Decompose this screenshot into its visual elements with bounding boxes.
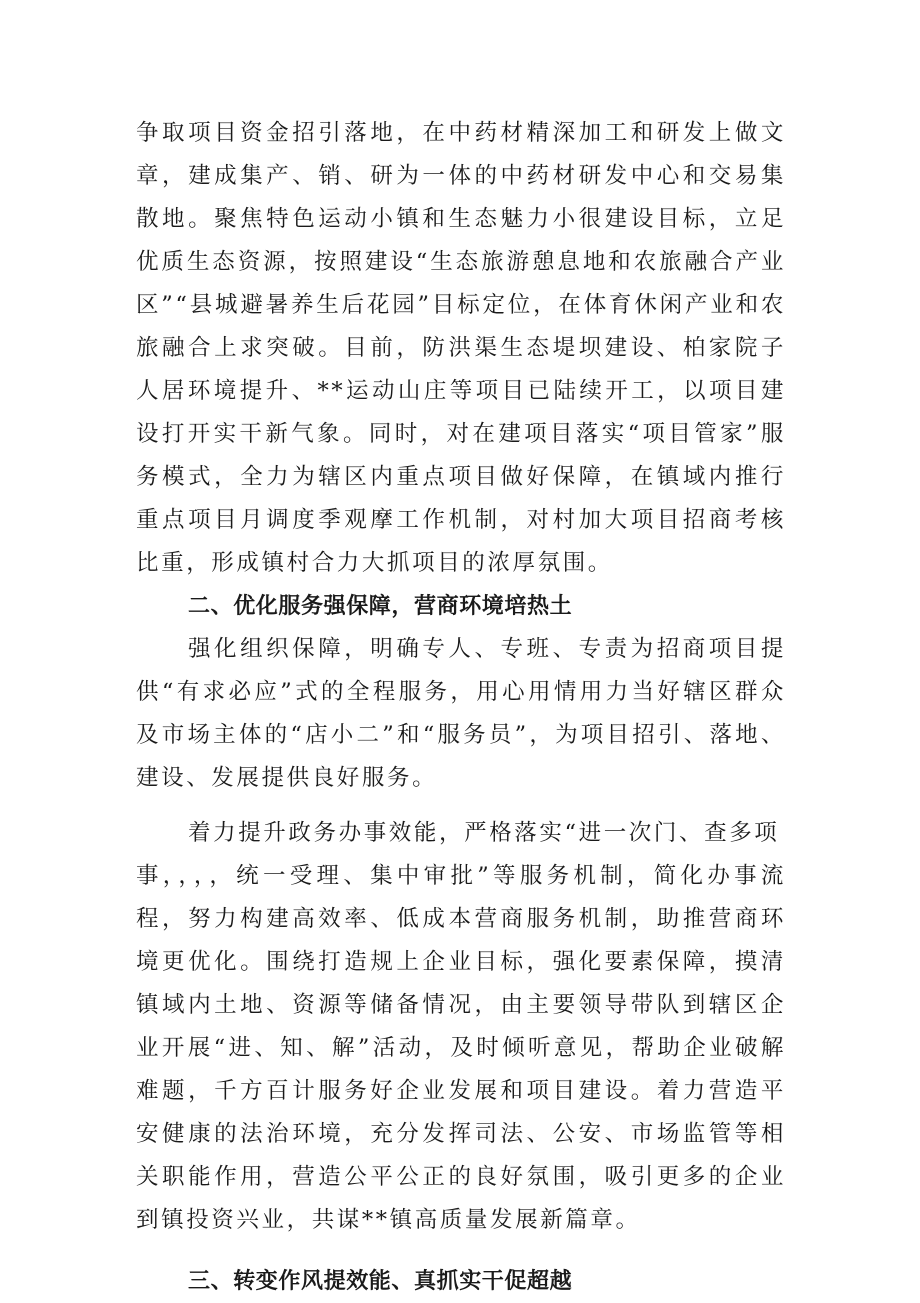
paragraph-government-efficiency: 事，，，，统一受理、集中审批”等服务机制，简化办事流程，努力构建高效率、低成本营商服务机制，助推营商环境更优化。围绕打造规上企业目标，强化要素保障，摸清镇域内土地、资源等储备情况，由主要领导带队到辖区企业开展“进、知、解”活动，及时倾听意见，帮助企业破解难题，千方百计服务好企业发展和项目建设。着力营造平安健康的法治环境，充分发挥司法、公安、市场监管等相关职能作用，营造公平公正的良好氛围，吸引更多的企业到镇投资兴业，共谋**镇高质量发展新篇章。 — [136, 863, 786, 1233]
section-heading-2: 二、优化服务强保障，营商环境培热土 — [188, 594, 573, 619]
paragraph-government-efficiency-line1: 着力提升政务办事效能，严格落实“进一次门、查多项 — [188, 820, 780, 846]
document-body — [136, 112, 786, 1303]
paragraph-project-investment: 争取项目资金招引落地，在中药材精深加工和研发上做文章，建成集产、销、研为一体的中药材研发中心和交易集散地。聚焦特色运动小镇和生态魅力小很建设目标，立足优质生态资源，按照建设“生态旅游憩息地和农旅融合产业区”“县城避暑养生后花园”目标定位，在体育休闲产业和农旅融合上求突破。目前，防洪渠生态堤坝建设、柏家院子人居环境提升、**运动山庄等项目已陆续开工，以项目建设打开实干新气象。同时，对在建项目落实“项目管家”服务模式，全力为辖区内重点项目做好保障，在镇域内推行重点项目月调度季观摩工作机制，对村加大项目招商考核比重，形成镇村合力大抓项目的浓厚氛围。 — [136, 120, 786, 576]
section-heading-3: 三、转变作风提效能、真抓实干促超越 — [188, 1269, 573, 1294]
paragraph-organization-guarantee: 强化组织保障，明确专人、专班、专责为招商项目提供“有求必应”式的全程服务，用心用情用力当好辖区群众及市场主体的“店小二”和“服务员”，为项目招引、落地、建设、发展提供良好服务。 — [136, 636, 786, 791]
